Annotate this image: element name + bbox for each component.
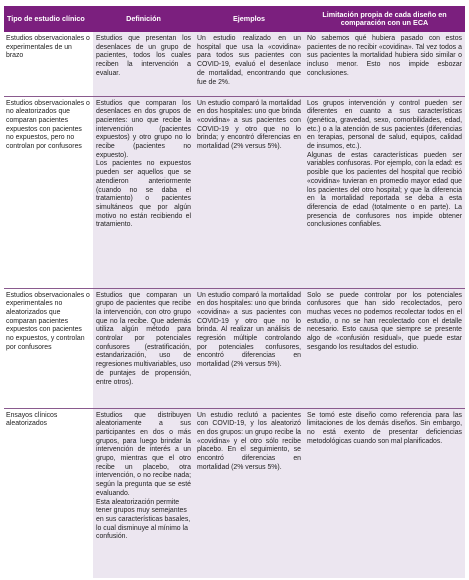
cell-tipo: Estudios observacionales o no aleatorizados que comparan pacientes expuestos con pacientes no expuestos, pero no controlan por confusores xyxy=(4,96,93,288)
cell-limitacion: Se tomó este diseño como referencia para las limitaciones de los demás diseños. Sin embargo, no está exento de presentar deficiencias metodológicas cuando son mal planificados. xyxy=(304,408,465,578)
definicion-paragraph: Los pacientes no expuestos pueden ser aquellos que se atendieron anteriormente (cuando no se daba el tratamiento) o pacientes simultáneos que por algún motivo no están recibiendo el tratamiento. xyxy=(96,160,191,229)
header-definicion: Definición xyxy=(93,6,194,32)
table-row xyxy=(4,96,465,288)
cell-tipo: Estudios observacionales o experimentales no aleatorizados que comparan pacientes expuestos con pacientes no expuestos, y controlan por confusores xyxy=(4,288,93,408)
cell-definicion: Estudios que comparan un grupo de pacientes que recibe la intervención, con otro grupo que no la recibe. Que además utiliza algún método para controlar por potenciales confusores (estratificación, estandarización, uso de regresiones multivariables, uso de puntajes de propensión, entre otros). xyxy=(93,288,194,408)
cell-ejemplos: Un estudio reclutó a pacientes con COVID-19, y los aleatorizó en dos grupos: un grupo recibe la «covidina» y el otro sólo recibe placebo. En el seguimiento, se encontró diferencias en mortalidad (2% versus 5%). xyxy=(194,408,304,578)
limitacion-paragraph: Los grupos intervención y control pueden ser diferentes en cuanto a sus características (genética, gravedad, sexo, comorbilidades, edad, etc.) o a la atención de sus pacientes (diferencias en terapias, personal de salud, equipos, calidad de insumos, etc.). xyxy=(307,99,462,151)
study-design-table xyxy=(4,6,465,578)
definicion-paragraph: Estudios que comparan los desenlaces en dos grupos de pacientes: uno que recibe la intervención (pacientes expuestos) y otro grupo no lo recibe (pacientes no expuesto). xyxy=(96,99,191,159)
cell-tipo: Ensayos clínicos aleatorizados xyxy=(4,408,93,578)
cell-ejemplos: Un estudio realizado en un hospital que usa la «covidina» para todos sus pacientes con COVID-19, evaluó el desenlace de mortalidad, encontrando que fue de 2%. xyxy=(194,32,304,96)
header-ejemplos: Ejemplos xyxy=(194,6,304,32)
cell-tipo: Estudios observacionales o experimentales de un brazo xyxy=(4,32,93,96)
table-row xyxy=(4,288,465,408)
header-tipo: Tipo de estudio clínico xyxy=(4,6,93,32)
limitacion-paragraph: Algunas de estas características pueden ser variables confusoras. Por ejemplo, con la edad: es posible que los pacientes del hospital que recibió «covidina» tuvieran en promedio mayor edad que los pacientes del otro hospital; y que la diferencia en la mortalidad reportada se deba a esta diferencia de edad (totalmente o en parte). La presencia de confusores nos impide obtener conclusiones confiables. xyxy=(307,151,462,229)
cell-limitacion xyxy=(304,96,465,288)
table-row xyxy=(4,32,465,96)
table-row xyxy=(4,408,465,578)
table-header-row xyxy=(4,6,465,32)
cell-definicion: Estudios que presentan los desenlaces de un grupo de pacientes, todos los cuales reciben la intervención a evaluar. xyxy=(93,32,194,96)
cell-ejemplos: Un estudio comparó la mortalidad en dos hospitales: uno que brinda «covidina» a sus pacientes con COVID-19 y otro que no lo brinda; y encontró diferencias en mortalidad (2% versus 5%). xyxy=(194,96,304,288)
header-limitacion: Limitación propia de cada diseño en comparación con un ECA xyxy=(304,6,465,32)
cell-ejemplos: Un estudio comparó la mortalidad en dos hospitales: uno que brinda «covidina» a sus pacientes con COVID-19 y otro que no lo brinda. Al realizar un análisis de regresión múltiple controlando por potenciales confusores, encontró diferencias en mortalidad (2% versus 5%). xyxy=(194,288,304,408)
cell-limitacion: No sabemos qué hubiera pasado con estos pacientes de no recibir «covidina». Tal vez todos a sus pacientes la mortalidad hubiera sido similar o incluso menor. Esto nos impide esbozar conclusiones. xyxy=(304,32,465,96)
cell-definicion xyxy=(93,408,194,578)
cell-limitacion: Solo se puede controlar por los potenciales confusores que han sido recolectados, pero muchas veces no podemos recolectar todos en el estudio, o no se han recolectado con el detalle necesario. Esto causa que siempre se presente algo de «confusión residual», que puede estar sesgando los resultados del estudio. xyxy=(304,288,465,408)
definicion-paragraph: Esta aleatorización permite tener grupos muy semejantes en sus características basales, lo cual disminuye al mínimo la confusión. xyxy=(96,498,191,541)
definicion-paragraph: Estudios que distribuyen aleatoriamente a sus participantes en dos o más grupos, para luego brindar la intervención de interés a un grupo, mientras que el otro recibe un placebo, otra intervención, o no recibe nada; según la pregunta que se esté evaluando. xyxy=(96,411,191,497)
cell-definicion xyxy=(93,96,194,288)
